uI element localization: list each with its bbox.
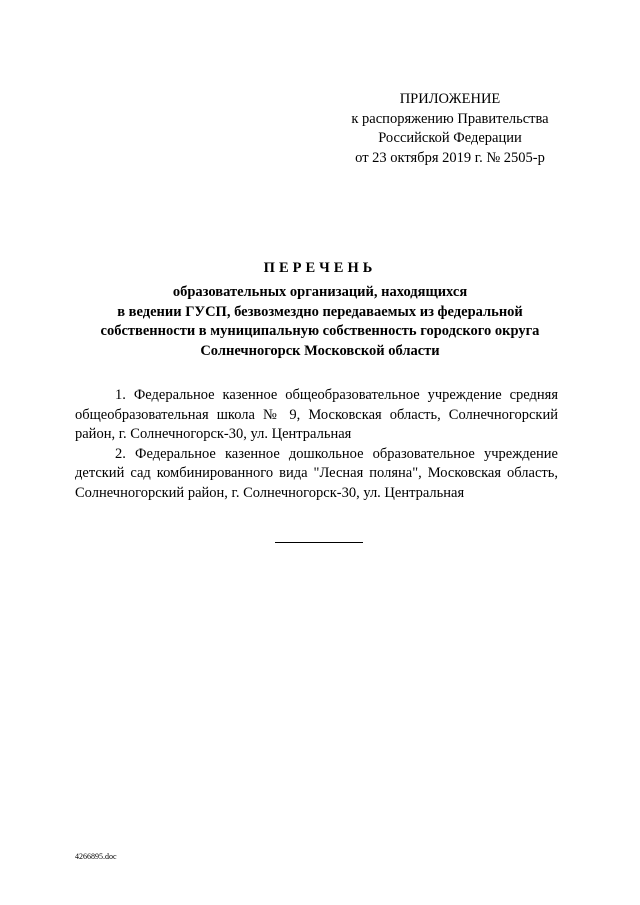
appendix-block	[340, 90, 560, 168]
subtitle-line: Солнечногорск Московской области	[200, 342, 440, 359]
subtitle-line: собственности в муниципальную собственность городского округа	[100, 323, 540, 339]
appendix-heading: ПРИЛОЖЕНИЕ	[399, 91, 501, 107]
subtitle-line: в ведении ГУСП, безвозмездно передаваемых из федеральной	[117, 303, 523, 320]
organization-item-kindergarten: 2. Федеральное казенное дошкольное образовательное учреждение детский сад комбинированного вида "Лесная поляна", Московская область, Солнечногорский район, г. Солнечногорск-30, ул. Центральная	[75, 445, 558, 501]
organization-list	[75, 386, 558, 503]
subtitle-line: образовательных организаций, находящихся	[172, 284, 468, 300]
organization-item-school: 1. Федеральное казенное общеобразовательное учреждение средняя общеобразовательная школа № 9, Московская область, Солнечногорский район, г. Солнечногорск-30, ул. Центральная	[75, 387, 558, 442]
appendix-order-line: к распоряжению Правительства	[351, 110, 549, 127]
closing-divider	[275, 542, 363, 543]
document-title: ПЕРЕЧЕНЬ	[263, 260, 377, 276]
appendix-date-number-line: от 23 октября 2019 г. № 2505-р	[355, 149, 545, 166]
appendix-government-line: Российской Федерации	[378, 130, 522, 146]
document-subtitle	[60, 283, 580, 361]
doc-code-footer: 4266895.doc	[75, 852, 117, 861]
